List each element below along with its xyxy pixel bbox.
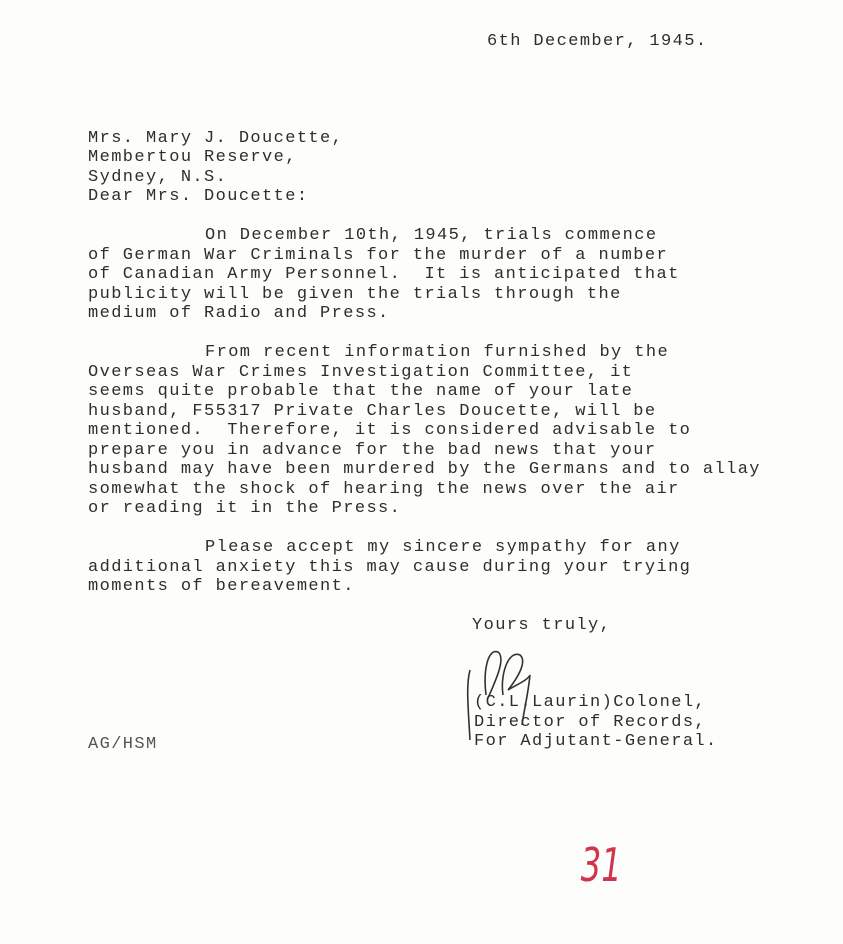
paragraph-line: prepare you in advance for the bad news that your xyxy=(88,440,657,460)
paragraph-line: mentioned. Therefore, it is considered advisable to xyxy=(88,421,692,440)
paragraph-line: of German War Criminals for the murder of a number xyxy=(88,245,669,265)
paragraph-line: or reading it in the Press. xyxy=(88,499,402,518)
letter-date: 6th December, 1945. xyxy=(487,32,708,51)
paragraph-line: husband, F55317 Private Charles Doucette, will be xyxy=(88,401,657,421)
paragraph-line: seems quite probable that the name of your late xyxy=(88,382,634,401)
paragraph-line: On December 10th, 1945, trials commence xyxy=(205,226,658,245)
paragraph-line: Overseas War Crimes Investigation Committee, it xyxy=(88,362,634,382)
paragraph-1 xyxy=(88,226,680,324)
paragraph-line: additional anxiety this may cause during your trying xyxy=(88,557,692,577)
paragraph-line: From recent information furnished by the xyxy=(205,343,670,362)
paragraph-3 xyxy=(88,538,691,597)
signatory-title: Director of Records, xyxy=(474,712,707,732)
signature-block xyxy=(474,693,718,752)
paragraph-line: Please accept my sincere sympathy for any xyxy=(205,538,681,557)
paragraph-2 xyxy=(88,343,761,519)
address-line: Membertou Reserve, xyxy=(88,148,297,167)
address-line: Mrs. Mary J. Doucette, xyxy=(88,128,344,148)
closing: Yours truly, xyxy=(472,616,612,635)
paragraph-line: of Canadian Army Personnel. It is anticipated that xyxy=(88,265,680,284)
signatory-name: (C.L.Laurin)Colonel, xyxy=(474,693,707,712)
paragraph-line: medium of Radio and Press. xyxy=(88,304,390,323)
paragraph-line: somewhat the shock of hearing the news over the air xyxy=(88,479,680,499)
signatory-office: For Adjutant-General. xyxy=(474,732,718,751)
paragraph-line: husband may have been murdered by the Germans and to allay xyxy=(88,460,761,479)
address-line: Sydney, N.S. xyxy=(88,167,228,187)
reference-initials: AG/HSM xyxy=(88,735,158,754)
page-number: 31 xyxy=(580,838,622,892)
paragraph-line: publicity will be given the trials through the xyxy=(88,284,622,304)
paragraph-line: moments of bereavement. xyxy=(88,577,355,596)
salutation: Dear Mrs. Doucette: xyxy=(88,187,309,206)
recipient-address xyxy=(88,109,343,187)
